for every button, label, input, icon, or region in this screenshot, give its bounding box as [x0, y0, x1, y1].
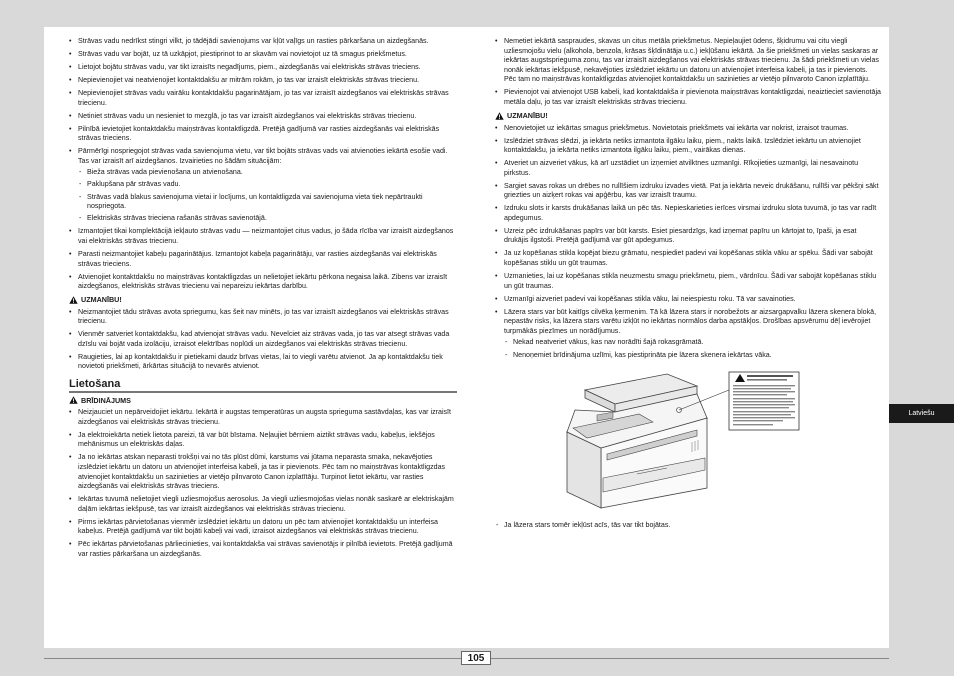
- bullet-list: [495, 37, 881, 108]
- list-item: • Neizmantojiet tādu strāvas avota spriegumu, kas šeit nav minēts, jo tas var izraisīt aizdegšanos vai elektriskās strāvas triecienu.: [69, 308, 457, 327]
- list-item: • Nenovietojiet uz iekārtas smagus priekšmetus. Novietotais priekšmets vai iekārta var nokrist, izraisot traumas.: [495, 124, 881, 134]
- list-item: • Uzmanieties, lai uz kopēšanas stikla neuzmestu smagu priekšmetu, piem., vārdnīcu. Šādi var sabojāt kopēšanas stiklu un gūt traumas.: [495, 272, 881, 291]
- list-item: • Sargiet savas rokas un drēbes no rullīšiem izdruku izvades vietā. Pat ja iekārta neveic drukāšanu, rullīši var pēkšņi sākt griezties un aizķert rokas vai apģērbu, kas var izraisīt traumu.: [495, 182, 881, 201]
- sub-list-item: - Paklupšana pār strāvas vadu.: [78, 180, 457, 190]
- list-item: • Ja elektroiekārta netiek lietota pareizi, tā var būt bīstama. Neļaujiet bērniem aiztikt strāvas vadu, kabeļus, iekšējos mehānismus un elektriskās daļas.: [69, 431, 457, 450]
- right-column: [495, 37, 881, 533]
- sub-list-item: - Elektriskās strāvas trieciena rašanās strāvas savienotājā.: [78, 214, 457, 224]
- section-title: Lietošana: [69, 380, 457, 393]
- warning-triangle-icon: [69, 396, 78, 404]
- list-item: • Uzreiz pēc izdrukāšanas papīrs var būt karsts. Esiet piesardzīgs, kad izņemat papīru un kārtojat to, īpaši, ja esat drukājis ilgstoši. Pretējā gadījumā var gūt apdegumus.: [495, 227, 881, 246]
- sub-list-item: - Nenoņemiet brīdinājuma uzlīmi, kas piestiprināta pie lāzera skenera iekārtas vāka.: [504, 351, 881, 361]
- bullet-list: [69, 37, 457, 292]
- caution-heading: [495, 111, 881, 121]
- sub-list-item: - Bieža strāvas vada pievienošana un atvienošana.: [78, 168, 457, 178]
- language-tab: Latviešu: [889, 404, 954, 423]
- warning-label: BRĪDINĀJUMS: [81, 395, 131, 405]
- list-item-text: Lāzera stars var būt kaitīgs cilvēka ķermenim. Tā kā lāzera stars ir norobežots ar aizsargapvalku lāzera skenera blokā, nepastāv risks, ka lāzera stars varētu izkļūt no iekārtas normālos darba apstākļos. Drošības apsvērumu dēļ ievērojiet turpmākās piezīmes un norādījumus.: [504, 307, 877, 335]
- sub-list-item: - Ja lāzera stars tomēr iekļūst acīs, tās var tikt bojātas.: [495, 521, 881, 531]
- caution-label: UZMANĪBU!: [81, 295, 122, 305]
- list-item: • Neizjauciet un nepārveidojiet iekārtu. Iekārtā ir augstas temperatūras un augsta sprieguma sastāvdaļas, kas var izraisīt aizdegšanos vai elektriskās strāvas triecienu.: [69, 408, 457, 427]
- list-item: • Atvienojiet kontaktdakšu no maiņstrāvas kontaktligzdas un nelietojiet iekārtu pērkona negaisa laikā. Zibens var izraisīt aizdegšanos, elektriskās strāvas triecienu vai nepareizu iekārtas darbību.: [69, 273, 457, 292]
- sub-list: [495, 521, 881, 531]
- list-item: • Nepievienojiet vai neatvienojiet kontaktdakšu ar mitrām rokām, jo tas var izraisīt elektriskās strāvas triecienu.: [69, 76, 457, 86]
- list-item: • Netiniet strāvas vadu un nesieniet to mezglā, jo tas var izraisīt aizdegšanos vai elektriskās strāvas triecienu.: [69, 112, 457, 122]
- list-item: [495, 308, 881, 361]
- list-item: • Izslēdziet strāvas slēdzi, ja iekārta netiks izmantota ilgāku laiku, piem., nakts laikā. Izslēdziet iekārtu un atvienojiet kontaktdakšu, ja iekārta netiks izmantota ilgāku laiku, piem., vairākas dienas.: [495, 137, 881, 156]
- list-item: • Atveriet un aizveriet vākus, kā arī uzstādiet un izņemiet atvilktnes uzmanīgi. Rīkojieties uzmanīgi, lai nesavainotu pirkstus.: [495, 159, 881, 178]
- list-item: • Iekārtas tuvumā nelietojiet viegli uzliesmojošus aerosolus. Ja viegli uzliesmojošas vielas nonāk saskarē ar elektriskajām daļām iekārtas iekšpusē, tas var izraisīt aizdegšanos vai elektriskās strāvas triecienu.: [69, 495, 457, 514]
- list-item: • Lietojot bojātu strāvas vadu, var tikt izraisīts negadījums, piem., aizdegšanās vai elektriskās strāvas trieciens.: [69, 63, 457, 73]
- list-item: • Strāvas vadu nedrīkst stingri vilkt, jo tādējādi savienojums var kļūt vaļīgs un rasties pārkaršana un aizdegšanās.: [69, 37, 457, 47]
- caution-label: UZMANĪBU!: [507, 110, 548, 120]
- warning-triangle-icon: [69, 296, 78, 304]
- list-item: • Strāvas vadu var bojāt, uz tā uzkāpjot, piestiprinot to ar skavām vai novietojot uz tā smagus priekšmetus.: [69, 50, 457, 60]
- warning-heading: [69, 396, 457, 406]
- printer-illustration: [557, 370, 802, 510]
- caution-heading: [69, 295, 457, 305]
- list-item-text: Pārmērīgi nospriegojot strāvas vada savienojuma vietu, var tikt bojāts strāvas vads vai atvienoties iekārtā esošie vadi. Tas var izraisīt arī aizdegšanos. Izvairieties no šādām situācijām:: [78, 147, 448, 165]
- list-item: • Ja uz kopēšanas stikla kopējat biezu grāmatu, nespiediet padevi vai kopēšanas stikla vāku ar spēku. Šādi var sabojāt kopēšanas stiklu un gūt traumas.: [495, 249, 881, 268]
- bullet-list: [69, 408, 457, 559]
- sub-list-item: - Nekad neatveriet vākus, kas nav norādīti šajā rokasgrāmatā.: [504, 338, 881, 348]
- list-item: • Pēc iekārtas pārvietošanas pārliecinieties, vai kontaktdakša vai strāvas savienotājs ir pilnībā ievietots. Pretējā gadījumā var rasties pārkaršana un aizdegšanās.: [69, 540, 457, 559]
- sub-list-item: - Strāvas vadā blakus savienojuma vietai ir locījums, un kontaktligzda vai savienojuma vieta tiek nepārtraukti nospriegota.: [78, 193, 457, 212]
- sub-list: [504, 338, 881, 360]
- list-item: • Raugieties, lai ap kontaktdakšu ir pietiekami daudz brīvas vietas, lai to viegli varētu atvienot. Ja ap kontaktdakšu tiek novietoti priekšmeti, ārkārtas situācijā to nevarēs atvienot.: [69, 353, 457, 372]
- list-item: • Parasti neizmantojiet kabeļu pagarinātājus. Izmantojot kabeļa pagarinātāju, var rasties aizdegšanās vai elektriskās strāvas trieciens.: [69, 250, 457, 269]
- list-item: • Pievienojot vai atvienojot USB kabeli, kad kontaktdakša ir pievienota maiņstrāvas kontaktligzdai, neaiztieciet savienotāja metāla daļu, jo tas var izraisīt elektriskās strāvas triecienu.: [495, 88, 881, 107]
- bullet-list: [69, 308, 457, 372]
- list-item: • Pilnībā ievietojiet kontaktdakšu maiņstrāvas kontaktligzdā. Pretējā gadījumā var rasties aizdegšanās vai elektriskās strāvas trieciens.: [69, 125, 457, 144]
- list-item: [69, 147, 457, 224]
- list-item: • Nemetiet iekārtā saspraudes, skavas un citus metāla priekšmetus. Nepieļaujiet ūdens, šķidrumu vai citu viegli uzliesmojošu vielu (alkohola, benzola, krāsas šķīdinātāja u.c.) iekļūšanu iekārtā. Ja šie priekšmeti un vielas saskaras ar iekārtas augstsprieguma zonu, tas var izraisīt aizdegšanos vai elektriskās strāvas triecienu. Ja šādi priekšmeti un vielas nonāk iekārtas iekšpusē, nekavējoties izslēdziet iekārtu un datoru un atvienojiet interfeisa kabeli, ja tas ir pievienots. Pēc tam no maiņstrāvas kontaktligzdas atvienojiet kontaktdakšu un sazinieties ar vietējo pilnvaroto Canon izplatītāju.: [495, 37, 881, 85]
- sub-list: [78, 168, 457, 224]
- list-item: • Nepievienojiet strāvas vadu vairāku kontaktdakšu pagarinātājam, jo tas var izraisīt aizdegšanos vai elektriskās strāvas triecienu.: [69, 89, 457, 108]
- warning-triangle-icon: [495, 112, 504, 120]
- list-item: • Pirms iekārtas pārvietošanas vienmēr izslēdziet iekārtu un datoru un pēc tam atvienojiet kontaktdakšu un interfeisa kabeļus. Pretējā gadījumā var tikt bojāti kabeļi vai vadi, izraisot aizdegšanos vai elektriskās strāvas triecienu.: [69, 518, 457, 537]
- page-number: 105: [461, 651, 491, 665]
- list-item: • Uzmanīgi aizveriet padevi vai kopēšanas stikla vāku, lai neiespiestu roku. Tā var savainoties.: [495, 295, 881, 305]
- bullet-list: [495, 124, 881, 361]
- list-item: • Vienmēr satveriet kontaktdakšu, kad atvienojat strāvas vadu. Nevelciet aiz strāvas vada, jo tas var atsegt strāvas vada dzīslu vai bojāt vada izolāciju, izraisot elektrības noplūdi un aizdegšanos vai elektriskās strāvas triecienu.: [69, 330, 457, 349]
- list-item: • Ja no iekārtas atskan neparasti trokšņi vai no tās plūst dūmi, karstums vai jūtama neparasta smaka, nekavējoties izslēdziet iekārtu un datoru un atvienojiet interfeisa kabeli, ja tas ir pievienots. Pēc tam no maiņstrāvas kontaktligzdas atvienojiet kontaktdakšu un sazinieties ar vietējo pilnvaroto Canon izplatītāju. Turpinot lietot iekārtu, var rasties aizdegšanās vai elektriskās strāvas trieciens.: [69, 453, 457, 491]
- list-item: • Izdruku slots ir karsts drukāšanas laikā un pēc tās. Nepieskarieties ierīces virsmai izdruku slota tuvumā, jo tas var radīt apdegumus.: [495, 204, 881, 223]
- document-page: [44, 27, 889, 648]
- list-item: • Izmantojiet tikai komplektācijā iekļauto strāvas vadu — neizmantojiet citus vadus, jo šāda rīcība var izraisīt aizdegšanos vai elektriskās strāvas triecienu.: [69, 227, 457, 246]
- left-column: [69, 37, 457, 563]
